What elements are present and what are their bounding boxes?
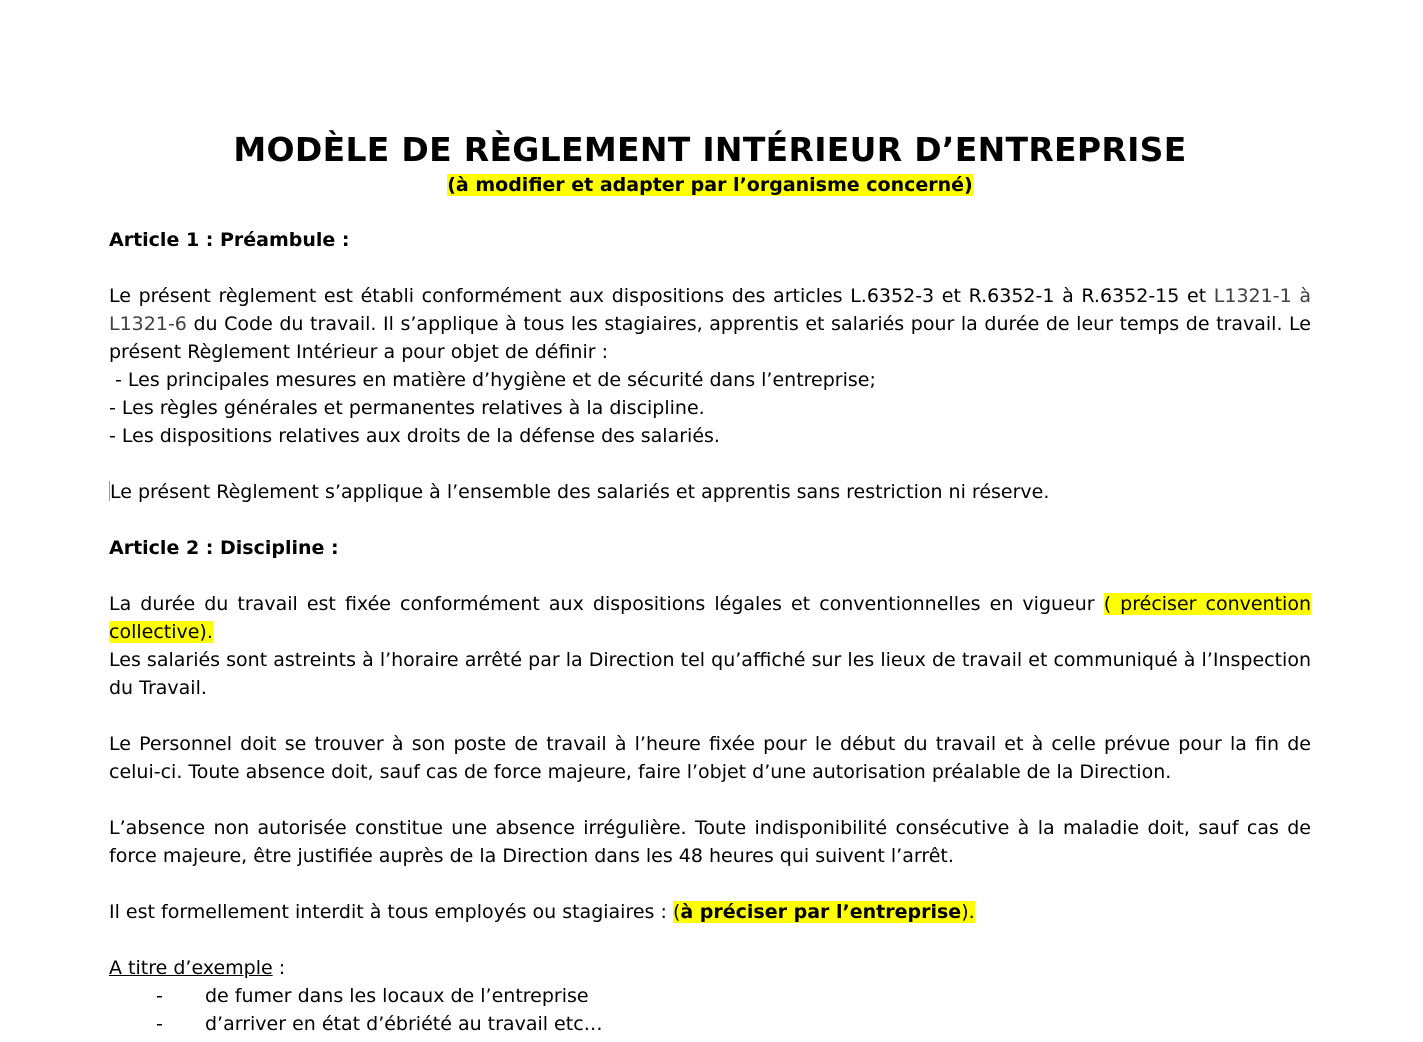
article2-paragraph-1 [109, 590, 1311, 646]
document-subtitle [109, 172, 1311, 198]
article1-list-item: - Les dispositions relatives aux droits de la défense des salariés. [109, 425, 720, 447]
highlight-open-paren: ( [672, 901, 681, 923]
article1-paragraph-1 [109, 282, 1311, 366]
article1-para2-text: Le présent Règlement s’applique à l’ensemble des salariés et apprentis sans restriction ni réserve. [110, 481, 1050, 503]
highlight-bold-text: à préciser par l’entreprise [680, 901, 962, 923]
article1-paragraph-2 [109, 478, 1311, 506]
article1-para1-end: du Code du travail. Il s’applique à tous les stagiaires, apprentis et salariés pour la durée de leur temps de travail. Le présent Règlement Intérieur a pour objet de définir : [109, 313, 1311, 363]
example-colon: : [272, 957, 286, 979]
spacer [109, 926, 1311, 954]
list-dash: - [156, 1013, 163, 1035]
article2-para5-start: Il est formellement interdit à tous employés ou stagiaires : [109, 901, 673, 923]
subtitle-highlight: (à modifier et adapter par l’organisme concerné) [447, 174, 973, 196]
document-page [109, 128, 1311, 1038]
article2-paragraph-2: Les salariés sont astreints à l’horaire arrêté par la Direction tel qu’affiché sur les lieux de travail et communiqué à l’Inspection du Travail. [109, 649, 1311, 699]
highlight-close-paren: ). [961, 901, 975, 923]
list-dash: - [156, 985, 163, 1007]
article2-paragraph-3: Le Personnel doit se trouver à son poste de travail à l’heure fixée pour le début du travail et à celle prévue pour la fin de celui-ci. Toute absence doit, sauf cas de force majeure, faire l’objet d’une autorisation préalable de la Direction. [109, 733, 1311, 783]
article2-paragraph-5 [109, 898, 1311, 926]
spacer [109, 562, 1311, 590]
example-list-item [109, 1010, 1311, 1038]
convention-highlight: ( préciser convention collective). [109, 593, 1311, 643]
spacer [109, 506, 1311, 534]
article1-para1-start: Le présent règlement est établi conformément aux dispositions des articles L.6352-3 et R.6352-1 à R.6352-15 et [109, 285, 1214, 307]
article1-list-item: - Les règles générales et permanentes relatives à la discipline. [109, 397, 705, 419]
code-reference: L1321-1 à L1321-6 [109, 285, 1311, 335]
example-list-item [109, 982, 1311, 1010]
spacer [109, 870, 1311, 898]
example-label: A titre d’exemple [109, 957, 273, 979]
article1-list-item: - Les principales mesures en matière d’hygiène et de sécurité dans l’entreprise; [109, 369, 876, 391]
article2-para1-start: La durée du travail est fixée conformément aux dispositions légales et conventionnelles en vigueur [109, 593, 1104, 615]
example-text: de fumer dans les locaux de l’entreprise [205, 985, 589, 1007]
prohibition-highlight [673, 901, 975, 923]
spacer [109, 198, 1311, 226]
article2-paragraph-4: L’absence non autorisée constitue une absence irrégulière. Toute indisponibilité consécutive à la maladie doit, sauf cas de force majeure, être justifiée auprès de la Direction dans les 48 heures qui suivent l’arrêt. [109, 817, 1311, 867]
document-title: MODÈLE DE RÈGLEMENT INTÉRIEUR D’ENTREPRISE [233, 130, 1187, 169]
article2-heading: Article 2 : Discipline : [109, 537, 339, 559]
spacer [109, 254, 1311, 282]
spacer [109, 702, 1311, 730]
example-text: d’arriver en état d’ébriété au travail etc… [205, 1013, 603, 1035]
article1-heading: Article 1 : Préambule : [109, 229, 350, 251]
spacer [109, 450, 1311, 478]
spacer [109, 786, 1311, 814]
example-label-line [109, 954, 1311, 982]
